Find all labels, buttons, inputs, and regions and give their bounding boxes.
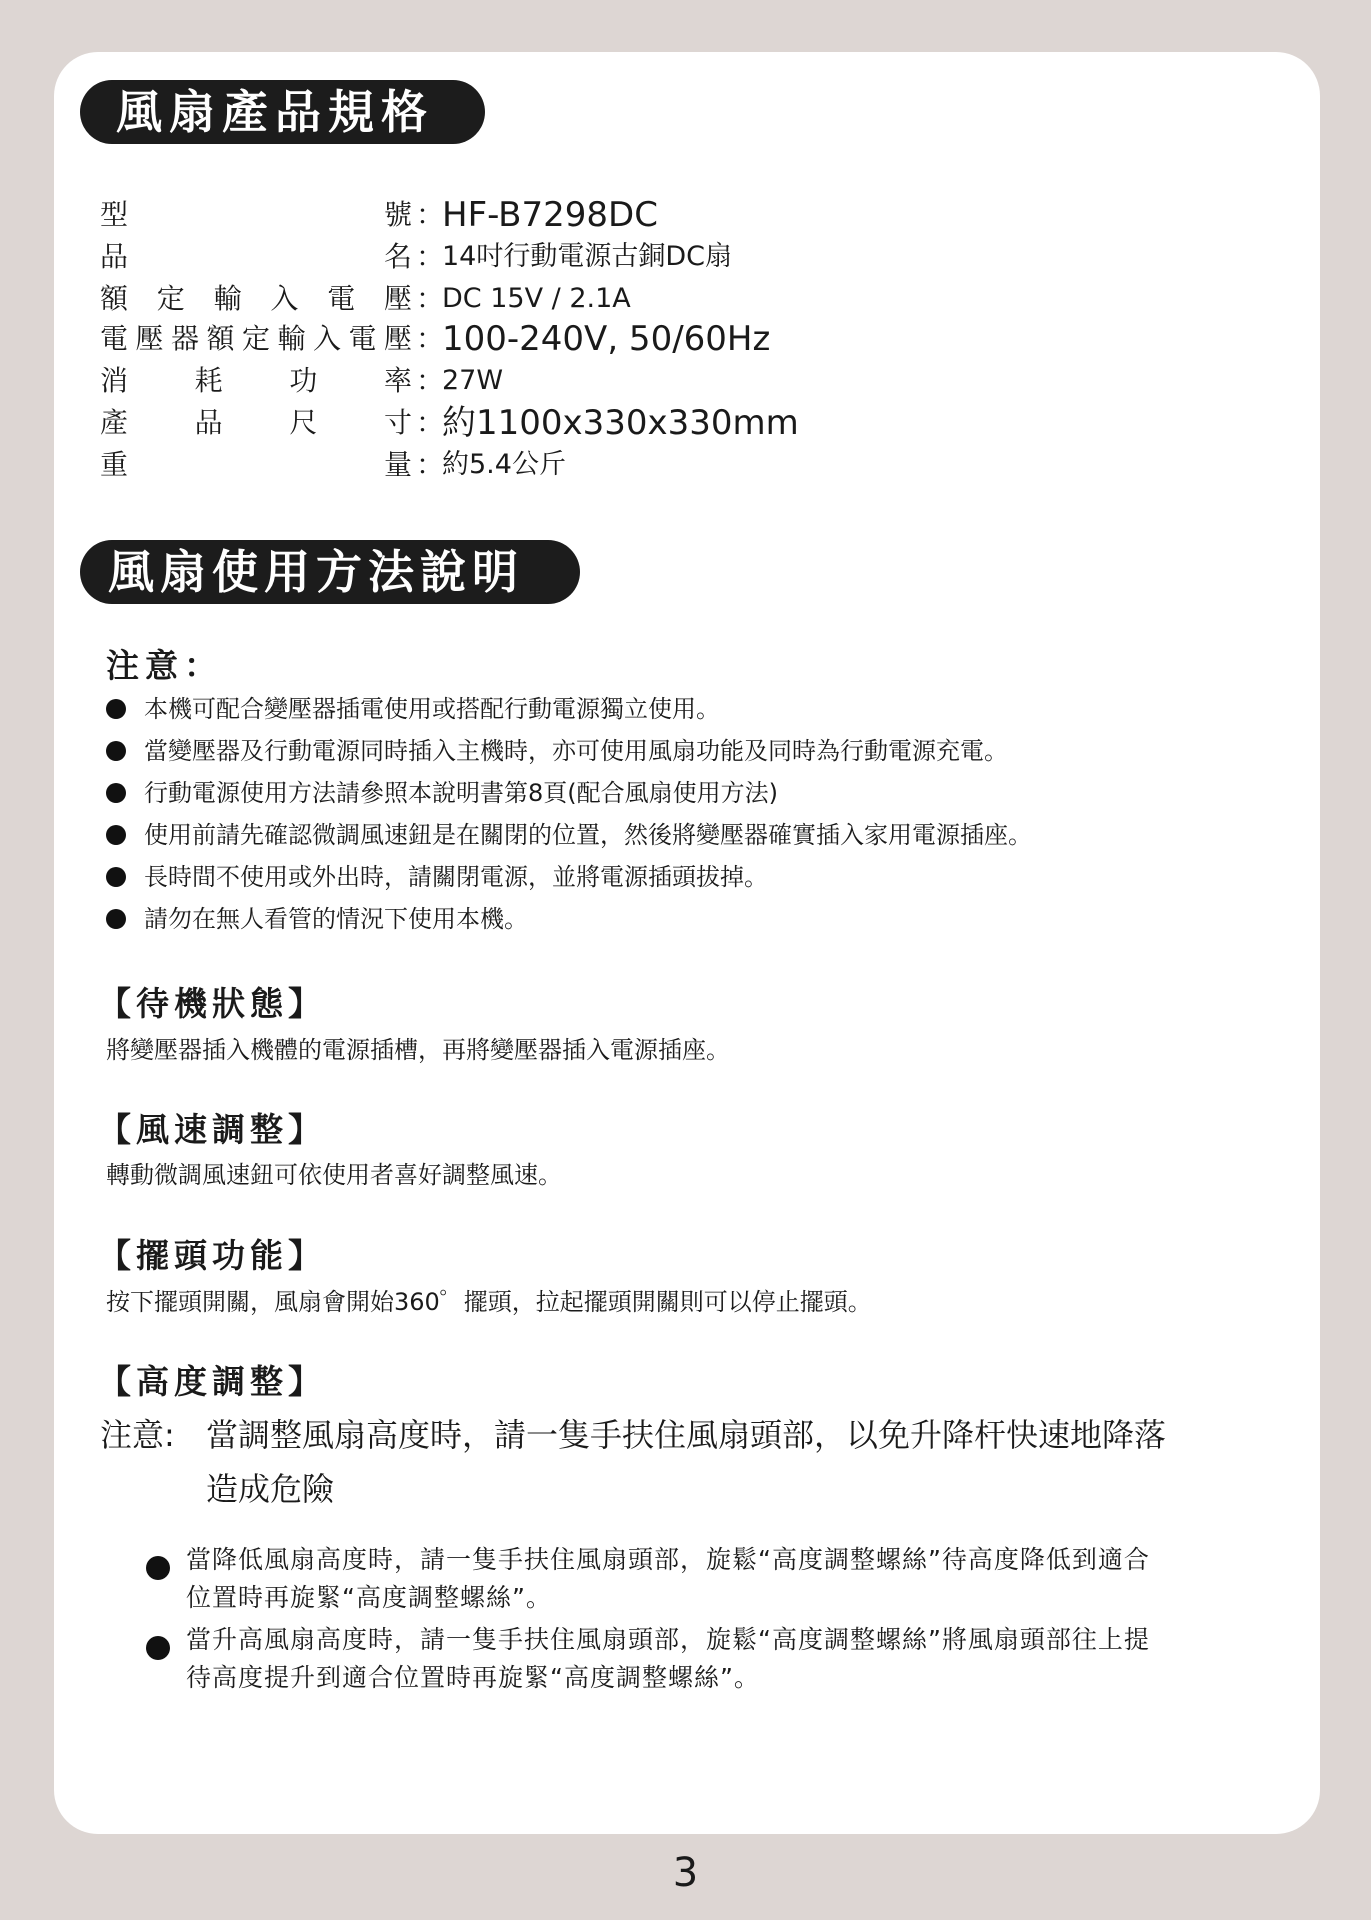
height-warning-line: 當調整風扇高度時，請一隻手扶住風扇頭部，以免升降杆快速地降落 (206, 1416, 1167, 1454)
spec-value: 27W (442, 365, 504, 396)
spec-colon: ： (416, 364, 445, 397)
spec-row (100, 362, 800, 400)
spec-label-char: 電 (100, 322, 129, 355)
spec-label-char: 型 (100, 198, 129, 231)
notice-item: 當變壓器及行動電源同時插入主機時，亦可使用風扇功能及同時為行動電源充電。 (106, 730, 1032, 772)
oscillation-heading: 【擺頭功能】 (98, 1236, 326, 1275)
spec-label (100, 446, 412, 484)
spec-value: 約1100x330x330mm (442, 403, 799, 443)
spec-label-char: 消 (100, 364, 129, 397)
spec-row (100, 404, 800, 442)
spec-label (100, 238, 412, 276)
spec-label-char: 入 (313, 322, 342, 355)
spec-label-char: 壓 (384, 282, 413, 315)
spec-colon: ： (416, 198, 445, 231)
bullet-dot (146, 1556, 170, 1580)
spec-label-char: 電 (348, 322, 377, 355)
notice-item: 請勿在無人看管的情況下使用本機。 (106, 898, 1032, 940)
bullet-dot (146, 1636, 170, 1660)
spec-value: 100-240V, 50/60Hz (442, 319, 771, 359)
spec-label-char: 定 (156, 282, 185, 315)
spec-value: HF-B7298DC (442, 195, 658, 235)
notice-item: 長時間不使用或外出時，請關閉電源，並將電源插頭拔掉。 (106, 856, 1032, 898)
speed-text: 轉動微調風速鈕可依使用者喜好調整風速。 (106, 1161, 562, 1189)
notice-list (106, 688, 1032, 940)
bullet-dot (106, 699, 126, 719)
spec-label (100, 320, 412, 358)
spec-label-char: 尺 (289, 406, 318, 439)
standby-text: 將變壓器插入機體的電源插槽，再將變壓器插入電源插座。 (106, 1036, 730, 1064)
notice-item: 使用前請先確認微調風速鈕是在關閉的位置，然後將變壓器確實插入家用電源插座。 (106, 814, 1032, 856)
bullet-dot (106, 825, 126, 845)
bullet-dot (106, 867, 126, 887)
spec-label-char: 產 (100, 406, 129, 439)
spec-label-char: 壓 (384, 322, 413, 355)
spec-value: DC 15V / 2.1A (442, 283, 631, 314)
notice-item: 行動電源使用方法請參照本說明書第8頁(配合風扇使用方法) (106, 772, 1032, 814)
spec-section-title: 風扇產品規格 (80, 80, 485, 144)
spec-label-char: 寸 (384, 406, 413, 439)
spec-label-char: 品 (194, 406, 223, 439)
spec-label-char: 品 (100, 240, 129, 273)
spec-label-char: 量 (384, 448, 413, 481)
spec-label-char: 率 (384, 364, 413, 397)
spec-label-char: 名 (384, 240, 413, 273)
spec-label-char: 額 (206, 322, 235, 355)
spec-row (100, 280, 800, 318)
notice-item: 本機可配合變壓器插電使用或搭配行動電源獨立使用。 (106, 688, 1032, 730)
bullet-dot (106, 783, 126, 803)
spec-label-char: 重 (100, 448, 129, 481)
bullet-dot (106, 741, 126, 761)
spec-label (100, 280, 412, 318)
spec-label-char: 器 (171, 322, 200, 355)
spec-label-char: 耗 (194, 364, 223, 397)
spec-label (100, 404, 412, 442)
usage-section-title: 風扇使用方法說明 (80, 540, 580, 604)
spec-label-char: 定 (242, 322, 271, 355)
spec-colon: ： (416, 322, 445, 355)
spec-value: 14吋行動電源古銅DC扇 (442, 241, 732, 272)
speed-heading: 【風速調整】 (98, 1110, 326, 1149)
spec-colon: ： (416, 240, 445, 273)
spec-row (100, 320, 800, 358)
spec-colon: ： (416, 406, 445, 439)
height-warning-line: 造成危險 (206, 1470, 335, 1508)
spec-label (100, 196, 412, 234)
spec-colon: ： (416, 448, 445, 481)
oscillation-text: 按下擺頭開關，風扇會開始360゜擺頭，拉起擺頭開關則可以停止擺頭。 (106, 1288, 872, 1316)
spec-label-char: 壓 (135, 322, 164, 355)
height-warning-lead: 注意: (100, 1416, 175, 1454)
spec-label-char: 入 (270, 282, 299, 315)
notice-title: 注意： (106, 646, 223, 685)
spec-row (100, 238, 800, 276)
spec-label-char: 輸 (277, 322, 306, 355)
page-number: 3 (672, 1850, 699, 1896)
bullet-dot (106, 909, 126, 929)
height-heading: 【高度調整】 (98, 1362, 326, 1401)
spec-row (100, 446, 800, 484)
spec-label-char: 號 (384, 198, 413, 231)
spec-value: 約5.4公斤 (442, 449, 566, 480)
spec-label-char: 功 (289, 364, 318, 397)
standby-heading: 【待機狀態】 (98, 984, 326, 1023)
spec-label-char: 額 (100, 282, 129, 315)
spec-label (100, 362, 412, 400)
spec-row (100, 196, 800, 234)
spec-label-char: 電 (327, 282, 356, 315)
spec-colon: ： (416, 282, 445, 315)
spec-label-char: 輸 (213, 282, 242, 315)
